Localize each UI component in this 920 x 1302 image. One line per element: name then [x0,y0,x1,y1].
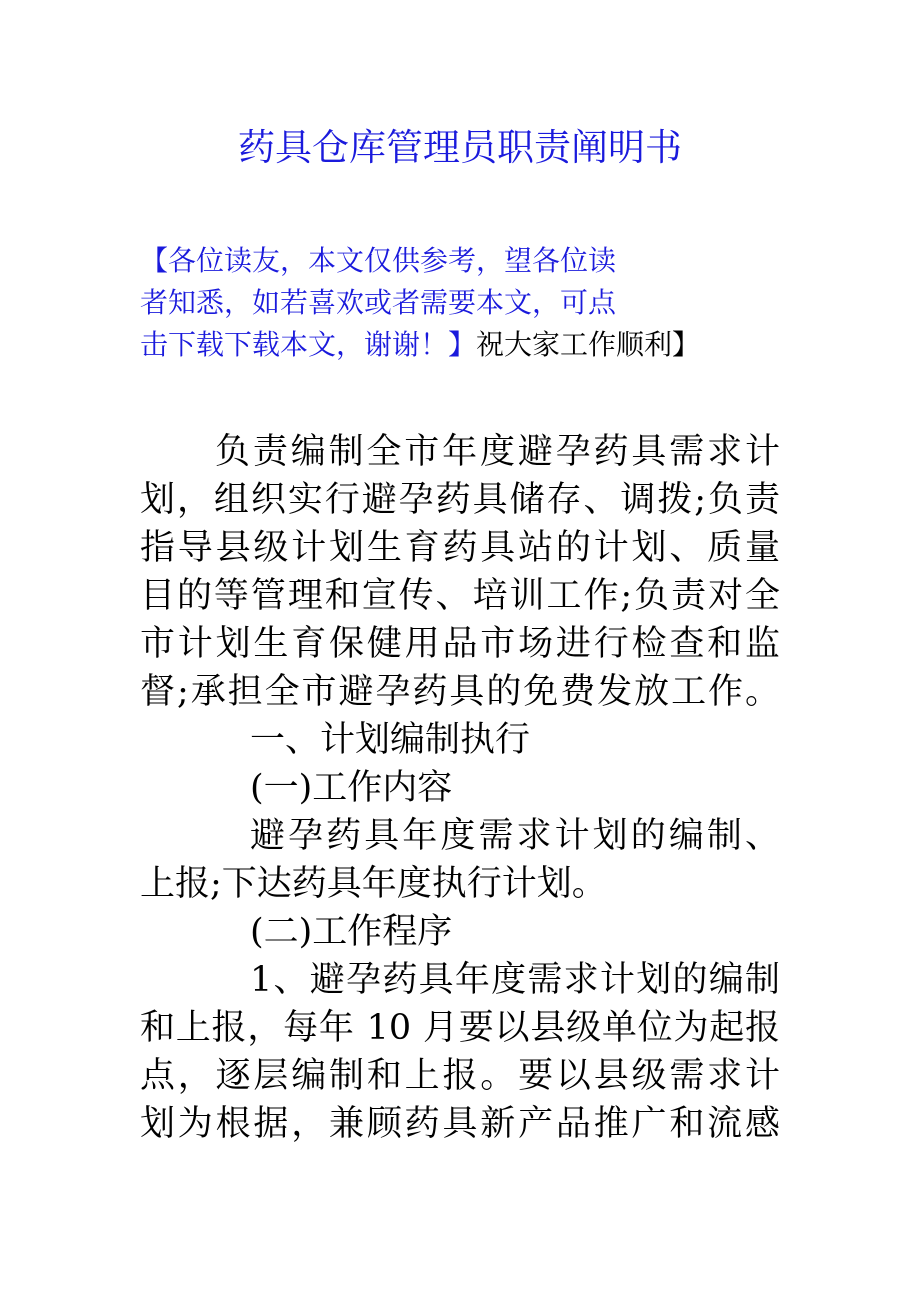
body-line: 指导县级计划生育药具站的计划、质量 [140,528,780,568]
body-line: 划为根据，兼顾药具新产品推广和流感 [140,1104,780,1144]
body-line: 1、避孕药具年度需求计划的编制 [250,960,780,1000]
body-line: 上报;下达药具年度执行计划。 [140,864,607,904]
body-line: 督;承担全市避孕药具的免费发放工作。 [140,672,780,712]
body-line: 负责编制全市年度避孕药具需求计 [215,432,780,472]
subsection-heading: (二)工作程序 [250,912,453,952]
body-line: 避孕药具年度需求计划的编制、 [250,816,780,856]
subsection-heading: (一)工作内容 [250,768,453,808]
document-body [140,428,780,1148]
body-line: 划，组织实行避孕药具储存、调拨;负责 [140,480,780,520]
document-title: 药具仓库管理员职责阐明书 [238,126,682,169]
section-heading: 一、计划编制执行 [250,720,531,760]
notice-line: 【各位读友，本文仅供参考，望各位读 [140,244,617,277]
body-line: 点，逐层编制和上报。要以县级需求计 [140,1056,780,1096]
notice-line: 击下载下载本文，谢谢！】 [140,328,477,361]
body-line: 目的等管理和宣传、培训工作;负责对全 [140,576,780,616]
download-notice [140,240,700,366]
notice-line: 者知悉，如若喜欢或者需要本文，可点 [140,286,617,319]
notice-wish: 祝大家工作顺利】 [476,328,701,361]
body-line: 市计划生育保健用品市场进行检查和监 [140,624,780,664]
body-line: 和上报，每年 10 月要以县级单位为起报 [140,1008,780,1048]
